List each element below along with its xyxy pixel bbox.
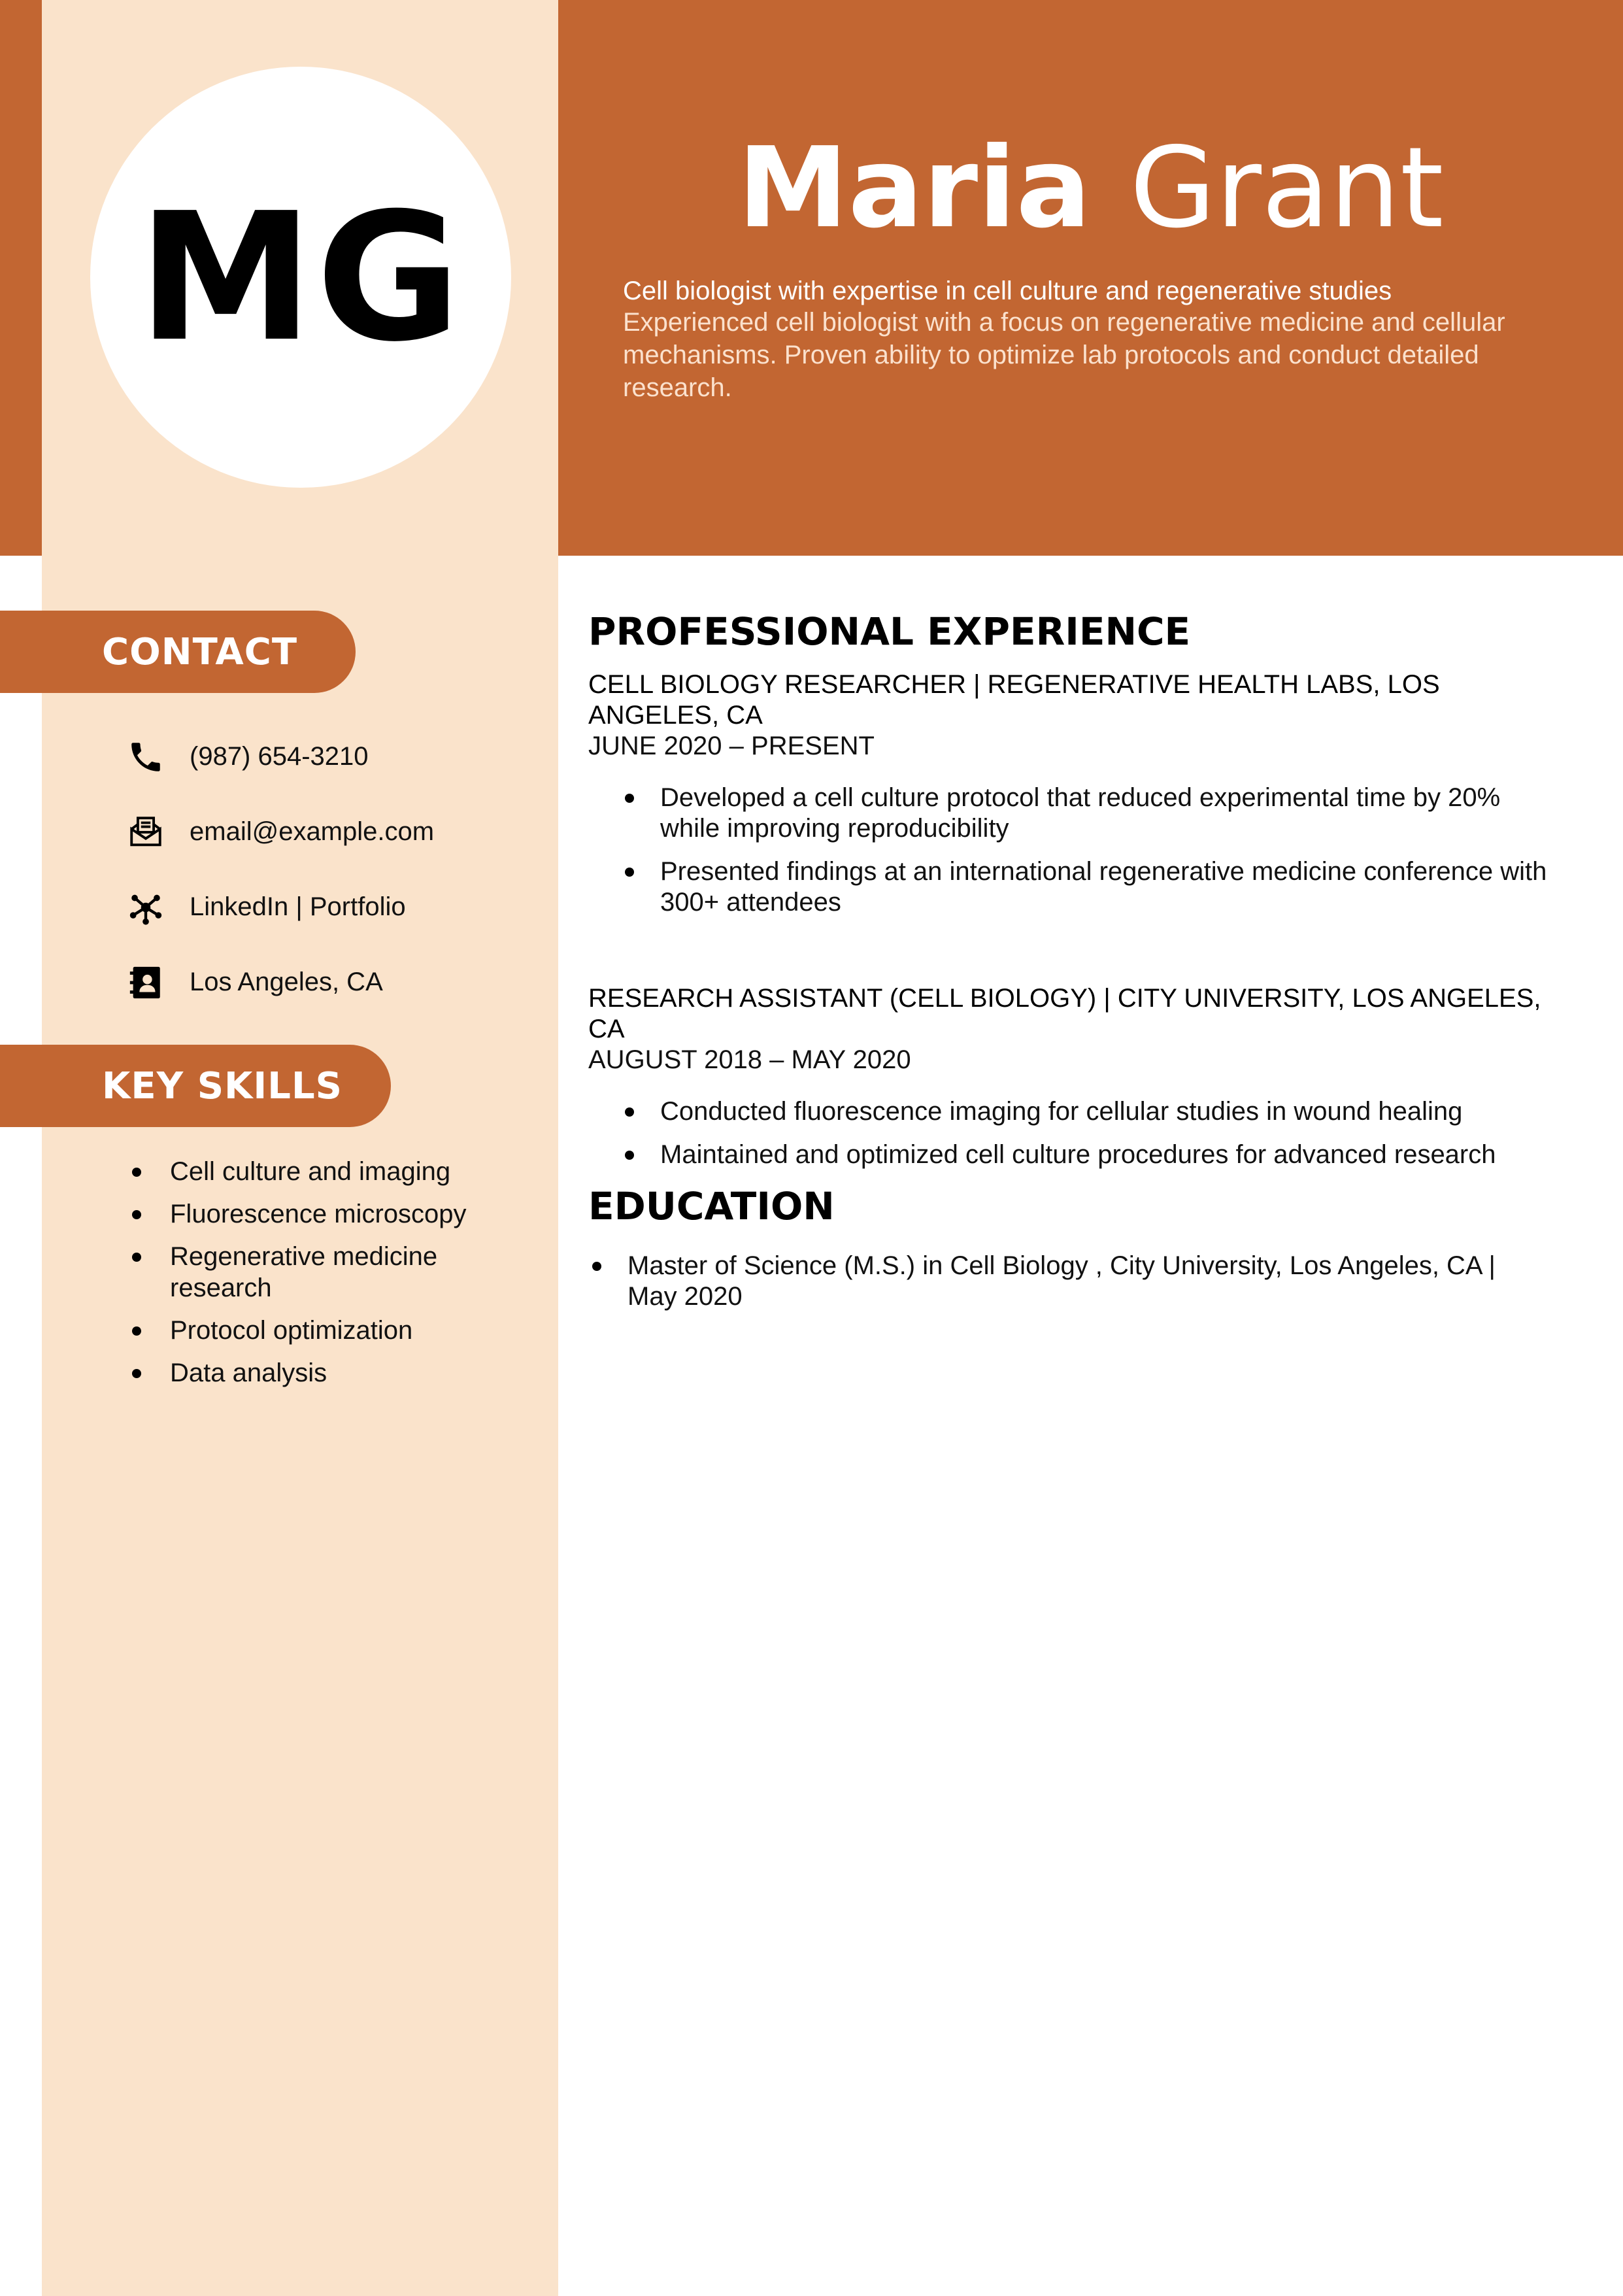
- job-bullet: Maintained and optimized cell culture procedures for advanced research: [660, 1140, 1582, 1170]
- skills-heading: KEY SKILLS: [0, 1045, 391, 1127]
- skill-item: Cell culture and imaging: [131, 1156, 497, 1187]
- education-heading: EDUCATION: [588, 1184, 835, 1228]
- main-content: [588, 608, 1582, 1312]
- address-book-icon: [124, 961, 167, 1004]
- phone-icon: [124, 735, 167, 779]
- job-title: CELL BIOLOGY RESEARCHER | REGENERATIVE HEALTH LABS, LOS ANGELES, CA: [588, 670, 1440, 730]
- contact-links[interactable]: [124, 869, 434, 945]
- job-bullet: Developed a cell culture protocol that reduced experimental time by 20% while improving reproducibility: [660, 783, 1543, 844]
- contact-email-text: email@example.com: [190, 817, 435, 846]
- monogram-text: MG: [137, 174, 464, 380]
- first-name: Maria: [737, 124, 1092, 253]
- job-dates: AUGUST 2018 – MAY 2020: [588, 1045, 911, 1074]
- skill-item: Data analysis: [131, 1357, 497, 1389]
- accent-strip: [0, 0, 42, 556]
- network-icon: [124, 886, 167, 929]
- job-dates: JUNE 2020 – PRESENT: [588, 732, 875, 760]
- last-name: Grant: [1129, 124, 1444, 253]
- contact-list: [124, 719, 434, 1020]
- contact-phone[interactable]: [124, 719, 434, 794]
- contact-heading: CONTACT: [0, 611, 356, 693]
- contact-links-text: LinkedIn | Portfolio: [190, 892, 406, 921]
- candidate-name: [558, 124, 1623, 253]
- job-bullet: Conducted fluorescence imaging for cellular studies in wound healing: [660, 1096, 1582, 1127]
- contact-location-text: Los Angeles, CA: [190, 968, 383, 996]
- job-bullets: [588, 783, 1582, 918]
- skill-item: Fluorescence microscopy: [131, 1198, 497, 1230]
- headline: Cell biologist with expertise in cell culture and regenerative studies: [623, 277, 1392, 305]
- job-entry: [588, 669, 1582, 918]
- education-item: Master of Science (M.S.) in Cell Biology , City University, Los Angeles, CA | May 2020: [627, 1251, 1543, 1312]
- skill-item: Regenerative medicine research: [131, 1241, 438, 1304]
- job-bullets: [588, 1096, 1582, 1170]
- contact-location[interactable]: [124, 945, 434, 1020]
- contact-phone-text: (987) 654-3210: [190, 742, 369, 771]
- summary: Experienced cell biologist with a focus on regenerative medicine and cellular mechanisms. Proven ability to optimize lab protocols and conduct detailed research.: [623, 308, 1505, 402]
- job-entry: [588, 983, 1582, 1170]
- skills-list: [131, 1156, 497, 1400]
- education-list: [588, 1251, 1582, 1312]
- job-title: RESEARCH ASSISTANT (CELL BIOLOGY) | CITY UNIVERSITY, LOS ANGELES, CA: [588, 984, 1541, 1043]
- email-icon: [124, 811, 167, 854]
- contact-email[interactable]: [124, 794, 434, 869]
- experience-heading: PROFESSIONAL EXPERIENCE: [588, 609, 1191, 654]
- monogram-avatar: [90, 67, 511, 488]
- skill-item: Protocol optimization: [131, 1315, 497, 1346]
- job-bullet: Presented findings at an international regenerative medicine conference with 300+ attendees: [660, 856, 1582, 918]
